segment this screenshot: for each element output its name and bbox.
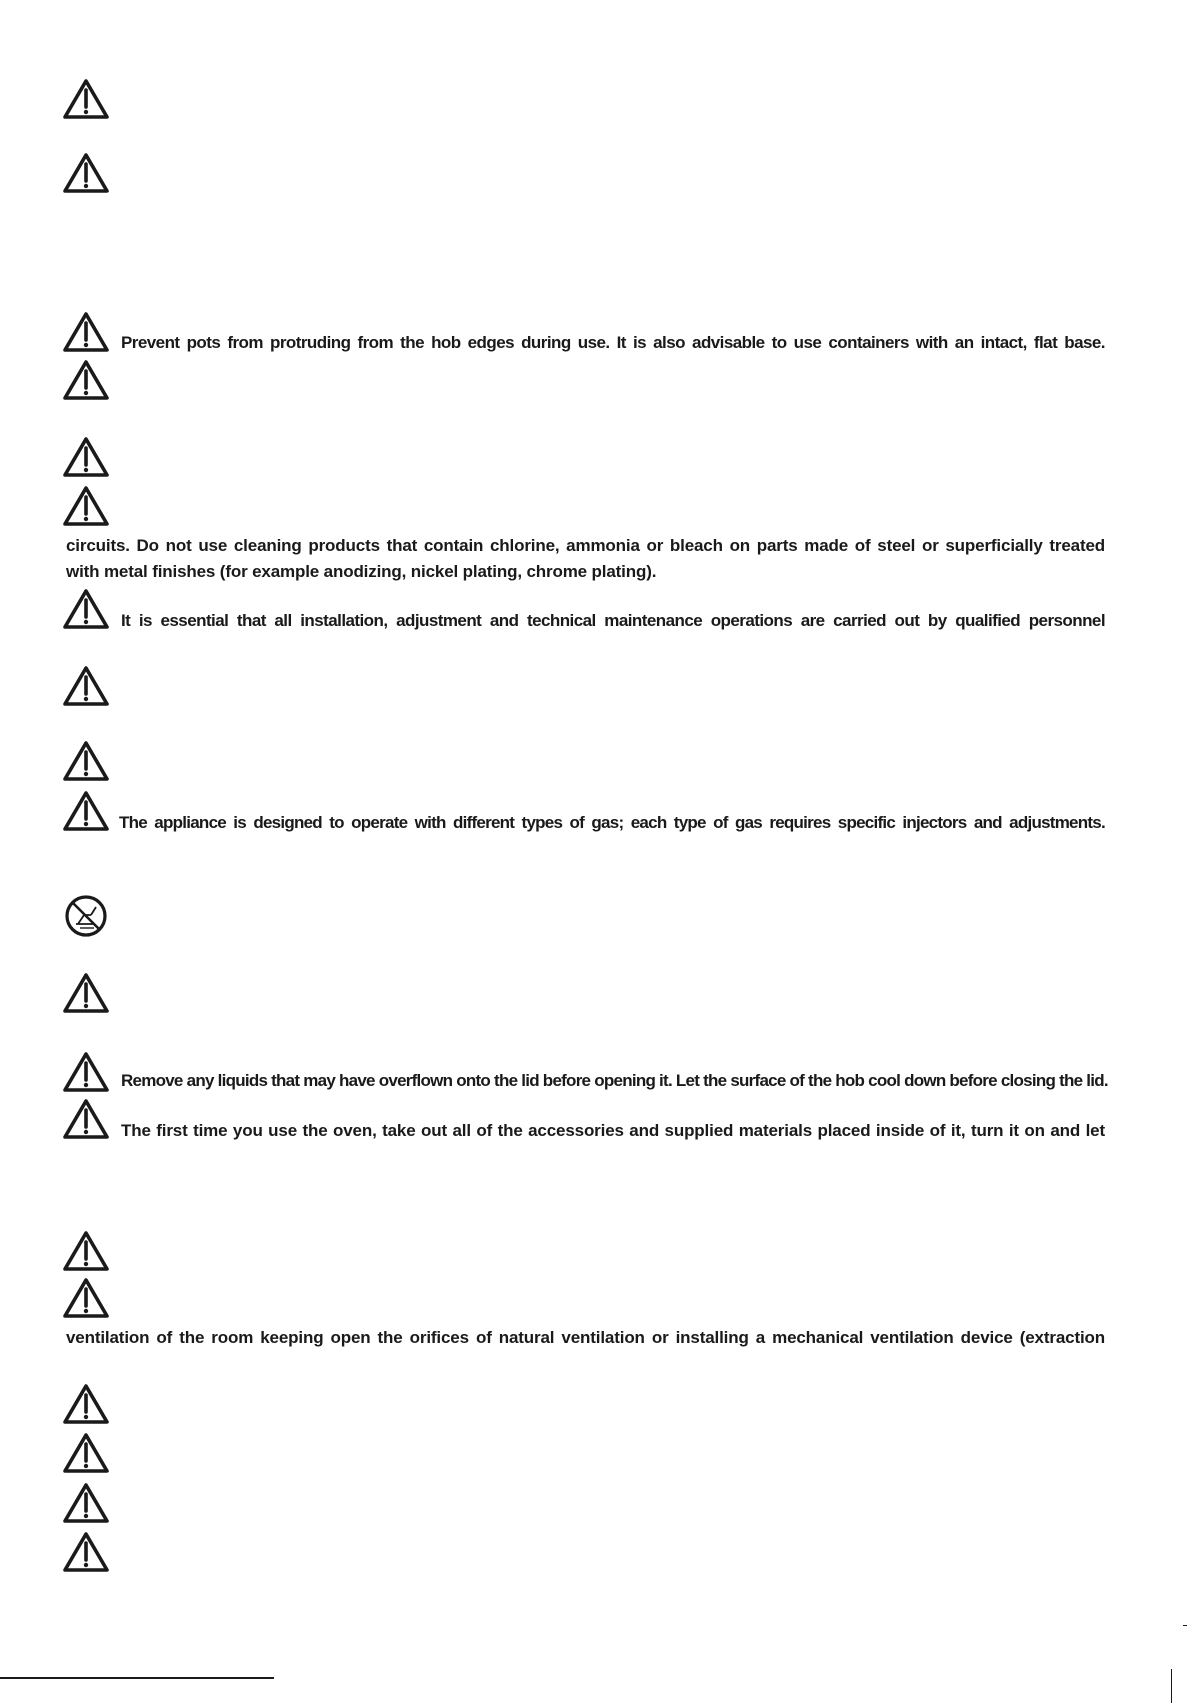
warning-triangle-icon [62,311,110,353]
warning-triangle-icon [62,1482,110,1524]
warning-ventilation: ventilation of the room keeping open the orifices of natural ventilation or installing a mechanical ventilation device (extraction [66,1328,1105,1347]
warning-triangle-icon [62,588,110,630]
warning-gas-types: The appliance is designed to operate with different types of gas; each type of gas requires specific injectors and adjustments. [119,813,1105,832]
page-edge-mark [1171,1669,1172,1703]
warning-triangle-icon [62,1277,110,1319]
warning-pots-protruding: Prevent pots from protruding from the hob edges during use. It is also advisable to use containers with an intact, flat base. [121,333,1105,352]
warning-triangle-icon [62,359,110,401]
warning-remove-liquids: Remove any liquids that may have overflown onto the lid before opening it. Let the surface of the hob cool down before closing the lid. [121,1071,1108,1090]
warning-triangle-icon [62,436,110,478]
warning-triangle-icon [62,1051,110,1093]
warning-triangle-icon [62,78,110,120]
warning-qualified-personnel: It is essential that all installation, adjustment and technical maintenance operations are carried out by qualified personnel [121,611,1105,630]
warning-metal-finishes: with metal finishes (for example anodizing, nickel plating, chrome plating). [66,562,657,581]
warning-first-use-oven: The first time you use the oven, take out all of the accessories and supplied materials placed inside of it, turn it on and let [121,1121,1105,1140]
footer-rule [0,1677,274,1679]
page-corner-dash [1183,1625,1187,1626]
warning-triangle-icon [62,1432,110,1474]
warning-cleaning-circuits: circuits. Do not use cleaning products that contain chlorine, ammonia or bleach on parts made of steel or superficially treated [66,536,1105,555]
no-steam-cleaner-icon [64,894,108,938]
warning-triangle-icon [62,1230,110,1272]
warning-triangle-icon [62,1531,110,1573]
warning-triangle-icon [62,665,110,707]
warning-triangle-icon [62,972,110,1014]
warning-triangle-icon [62,740,110,782]
warning-triangle-icon [62,152,110,194]
warning-triangle-icon [62,1098,110,1140]
warning-triangle-icon [62,790,110,832]
warning-triangle-icon [62,1383,110,1425]
warning-triangle-icon [62,485,110,527]
